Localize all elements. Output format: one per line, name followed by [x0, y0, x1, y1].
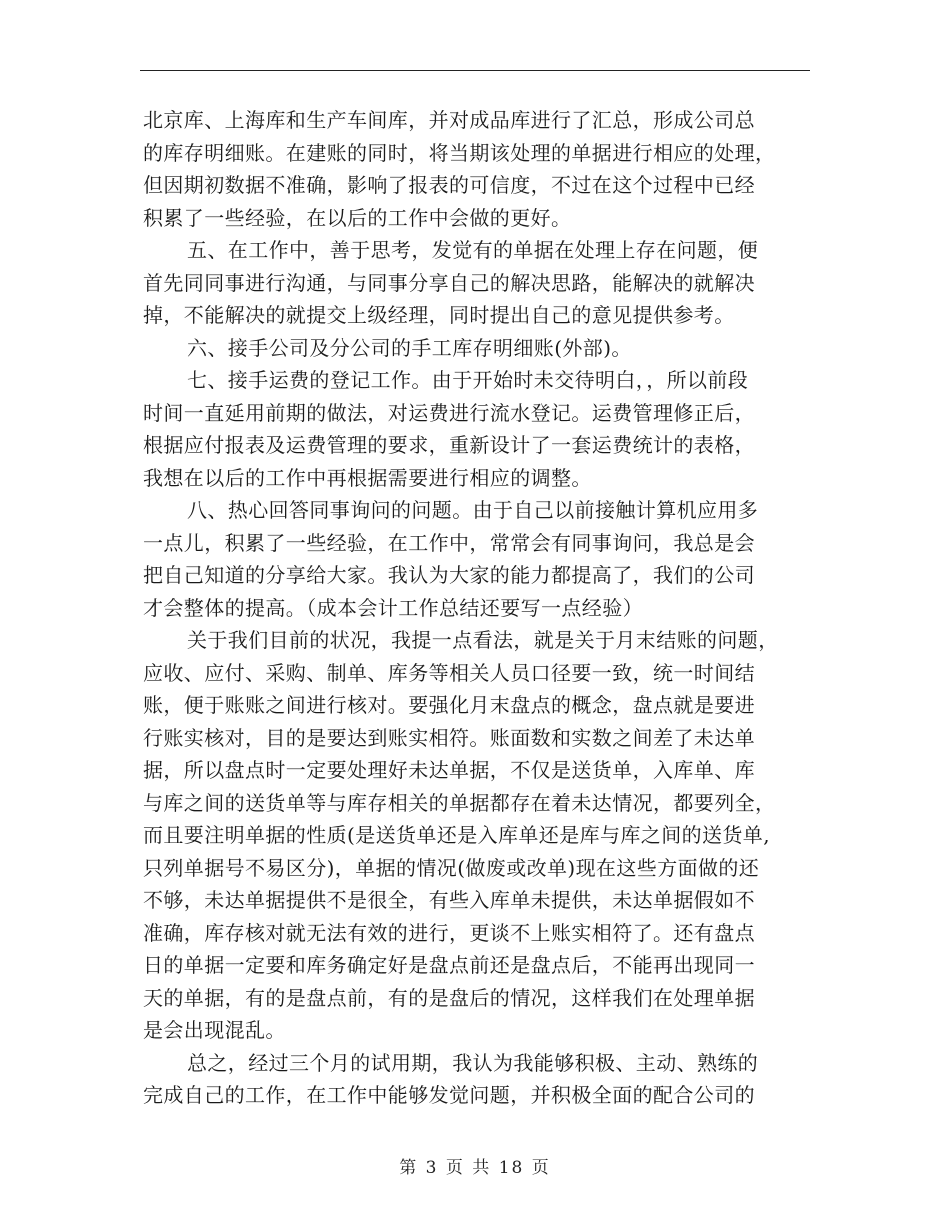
- text-line: 是会出现混乱。: [143, 1018, 286, 1042]
- text-line: 我想在以后的工作中再根据需要进行相应的调整。: [143, 465, 592, 490]
- text-line: 而且要注明单据的性质(是送货单还是入库单还是库与库之间的送货单,: [143, 823, 770, 847]
- paragraph-first-line: 五、在工作中，善于思考，发觉有的单据在处理上存在问题，便: [187, 238, 759, 262]
- text-line: 日的单据一定要和库务确定好是盘点前还是盘点后，不能再出现同一: [143, 953, 755, 977]
- paragraph-first-line: 八、热心回答同事询问的问题。由于自己以前接触计算机应用多: [187, 498, 759, 522]
- header-rule: [140, 70, 810, 71]
- text-line: 只列单据号不易区分)，单据的情况(做废或改单)现在这些方面做的还: [143, 855, 760, 880]
- text-line: 积累了一些经验，在以后的工作中会做的更好。: [143, 205, 572, 230]
- text-line: 准确，库存核对就无法有效的进行，更谈不上账实相符了。还有盘点: [143, 920, 755, 945]
- text-line: 完成自己的工作，在工作中能够发觉问题，并积极全面的配合公司的: [143, 1083, 755, 1107]
- text-line: 应收、应付、采购、制单、库务等相关人员口径要一致，统一时间结: [143, 660, 755, 685]
- text-line: 的库存明细账。在建账的同时，将当期该处理的单据进行相应的处理，: [143, 140, 776, 165]
- text-line: 北京库、上海库和生产车间库，并对成品库进行了汇总，形成公司总: [143, 108, 755, 132]
- text-line: 但因期初数据不准确，影响了报表的可信度，不过在这个过程中已经: [143, 173, 755, 197]
- text-line: 才会整体的提高。（成本会计工作总结还要写一点经验）: [143, 595, 643, 620]
- text-line: 不够，未达单据提供不是很全，有些入库单未提供，未达单据假如不: [143, 888, 755, 912]
- page-number-label: 第 3 页 共 18 页: [399, 1158, 551, 1178]
- document-body: [143, 104, 813, 1112]
- text-line: 把自己知道的分享给大家。我认为大家的能力都提高了，我们的公司: [143, 563, 755, 587]
- paragraph-first-line: 七、接手运费的登记工作。由于开始时未交待明白，，所以前段: [187, 368, 749, 392]
- text-line: 一点儿，积累了一些经验，在工作中，常常会有同事询问，我总是会: [143, 530, 755, 555]
- text-line: 行账实核对，目的是要达到账实相符。账面数和实数之间差了未达单: [143, 725, 755, 750]
- page-footer: [0, 1153, 950, 1178]
- paragraph-first-line: 总之，经过三个月的试用期，我认为我能够积极、主动、熟练的: [187, 1050, 759, 1075]
- text-line: 据，所以盘点时一定要处理好未达单据，不仅是送货单，入库单、库: [143, 758, 755, 782]
- paragraph-first-line: 六、接手公司及分公司的手工库存明细账(外部)。: [187, 335, 632, 360]
- text-line: 天的单据，有的是盘点前，有的是盘后的情况，这样我们在处理单据: [143, 985, 755, 1010]
- text-line: 根据应付报表及运费管理的要求，重新设计了一套运费统计的表格，: [143, 433, 755, 457]
- text-line: 首先同同事进行沟通，与同事分享自己的解决思路，能解决的就解决: [143, 270, 755, 295]
- text-line: 时间一直延用前期的做法，对运费进行流水登记。运费管理修正后，: [143, 400, 755, 425]
- text-line: 与库之间的送货单等与库存相关的单据都存在着未达情况，都要列全，: [143, 790, 776, 815]
- text-line: 账，便于账账之间进行核对。要强化月末盘点的概念，盘点就是要进: [143, 693, 755, 717]
- paragraph-first-line: 关于我们目前的状况，我提一点看法，就是关于月末结账的问题，: [187, 628, 779, 652]
- text-line: 掉，不能解决的就提交上级经理，同时提出自己的意见提供参考。: [143, 303, 735, 327]
